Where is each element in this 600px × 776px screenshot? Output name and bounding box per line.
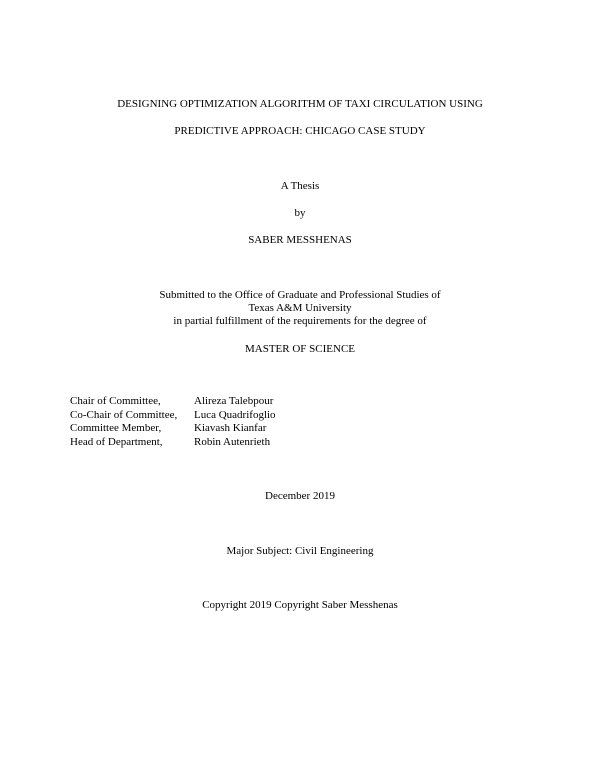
submission-date: December 2019 <box>265 490 335 502</box>
committee-member-name: Kiavash Kianfar <box>194 422 267 435</box>
degree-name: MASTER OF SCIENCE <box>244 343 356 355</box>
committee-member-name: Alireza Talebpour <box>194 395 274 407</box>
by-label: by <box>294 207 306 219</box>
committee-role: Co-Chair of Committee, <box>70 408 178 421</box>
submission-line-3: in partial fulfillment of the requirements for the degree of <box>173 315 427 327</box>
committee-member-name: Luca Quadrifoglio <box>194 408 276 421</box>
committee-role: Head of Department, <box>70 435 163 448</box>
document-type: A Thesis <box>280 180 320 192</box>
author-name: SABER MESSHENAS <box>248 234 352 246</box>
copyright-notice: Copyright 2019 Copyright Saber Messhenas <box>202 599 398 611</box>
committee-member-name: Robin Autenrieth <box>194 435 271 448</box>
submission-line-2: Texas A&M University <box>248 302 352 314</box>
committee-role: Chair of Committee, <box>70 395 161 407</box>
major-subject: Major Subject: Civil Engineering <box>226 545 374 557</box>
thesis-title-line-2: PREDICTIVE APPROACH: CHICAGO CASE STUDY <box>174 125 426 137</box>
committee-role: Committee Member, <box>70 422 162 435</box>
thesis-title-line-1: DESIGNING OPTIMIZATION ALGORITHM OF TAXI CIRCULATION USING <box>117 98 483 110</box>
submission-line-1: Submitted to the Office of Graduate and Professional Studies of <box>159 289 441 301</box>
